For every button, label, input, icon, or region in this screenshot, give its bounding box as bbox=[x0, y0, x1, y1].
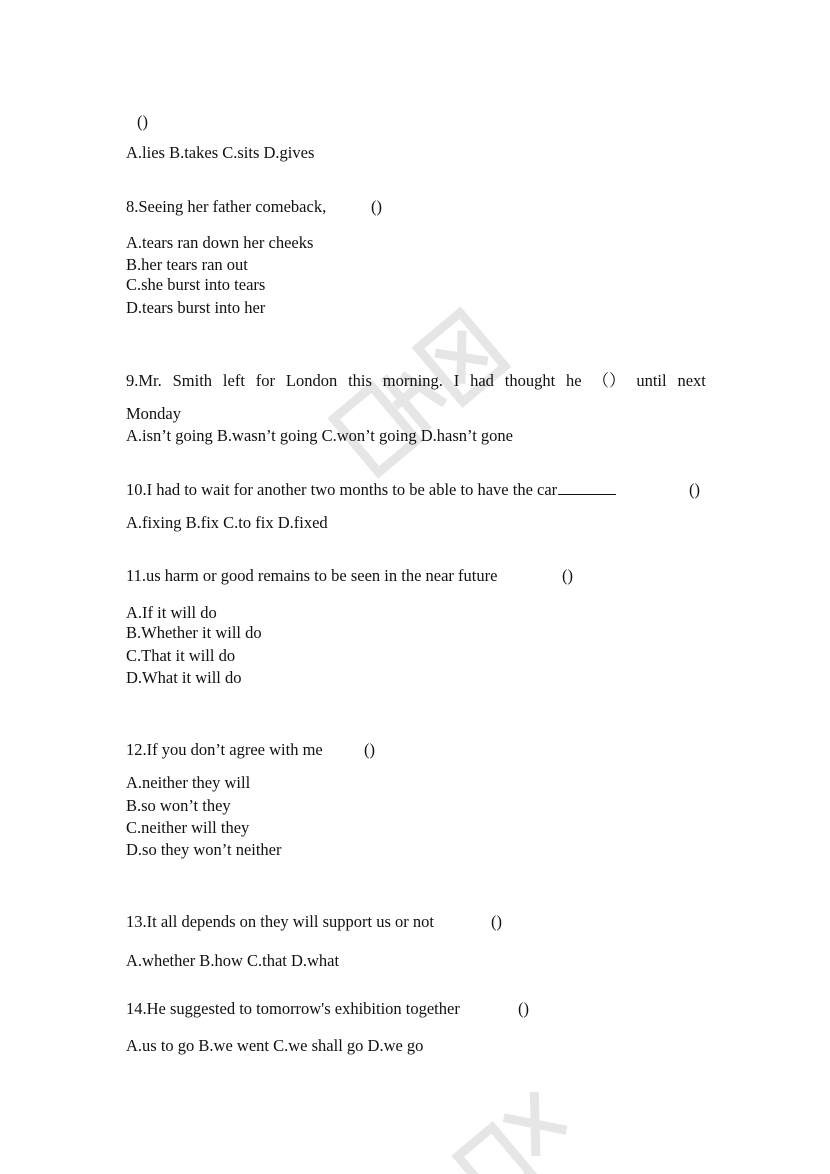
q9-options: A.isn’t going B.wasn’t going C.won’t going D.hasn’t gone bbox=[126, 426, 513, 445]
q13-stem: 13.It all depends on they will support us or not bbox=[126, 912, 434, 931]
q7-paren: () bbox=[137, 112, 148, 131]
q11-option-d: D.What it will do bbox=[126, 668, 242, 687]
q12-paren: () bbox=[364, 740, 375, 759]
q12-option-a: A.neither they will bbox=[126, 773, 251, 792]
q11-option-b: B.Whether it will do bbox=[126, 623, 262, 642]
q10-stem bbox=[126, 480, 616, 500]
watermark-stamp-bottom bbox=[410, 1090, 590, 1174]
q9-word: until bbox=[636, 371, 667, 390]
q9-word: London bbox=[285, 371, 338, 390]
q11-paren: () bbox=[562, 566, 573, 585]
q11-stem: 11.us harm or good remains to be seen in the near future bbox=[126, 566, 498, 585]
q9-word: left bbox=[222, 371, 245, 390]
q9-word: this bbox=[348, 371, 372, 390]
q10-blank bbox=[558, 480, 616, 495]
q12-option-d: D.so they won’t neither bbox=[126, 840, 282, 859]
q7-options: A.lies B.takes C.sits D.gives bbox=[126, 143, 315, 162]
q9-word: next bbox=[677, 371, 706, 390]
q8-stem-text: 8.Seeing her father comeback, bbox=[126, 197, 327, 216]
q9-paren: （） bbox=[592, 371, 626, 390]
q11-option-c: C.That it will do bbox=[126, 646, 236, 665]
q9-word: I bbox=[453, 371, 460, 390]
q8-paren: () bbox=[371, 197, 382, 216]
q9-stem-end: Monday bbox=[126, 404, 181, 423]
q10-stem-text: 10.I had to wait for another two months to be able to have the car bbox=[126, 480, 558, 499]
q11-option-a: A.If it will do bbox=[126, 603, 217, 622]
q14-stem: 14.He suggested to tomorrow's exhibition together bbox=[126, 999, 460, 1018]
q9-word: for bbox=[255, 371, 276, 390]
q9-stem-line bbox=[126, 371, 706, 391]
q9-stem bbox=[126, 371, 706, 391]
q8-option-c: C.she burst into tears bbox=[126, 275, 266, 294]
q8-option-b: B.her tears ran out bbox=[126, 255, 248, 274]
q9-word: morning. bbox=[382, 371, 443, 390]
q10-paren: () bbox=[689, 480, 700, 499]
q9-word: thought bbox=[504, 371, 556, 390]
q8-option-d: D.tears burst into her bbox=[126, 298, 266, 317]
q10-options: A.fixing B.fix C.to fix D.fixed bbox=[126, 513, 328, 532]
q12-stem: 12.If you don’t agree with me bbox=[126, 740, 323, 759]
q8-stem bbox=[126, 197, 326, 217]
q14-paren: () bbox=[518, 999, 529, 1018]
q12-option-b: B.so won’t they bbox=[126, 796, 231, 815]
q9-word: 9.Mr. bbox=[126, 371, 162, 390]
q12-option-c: C.neither will they bbox=[126, 818, 250, 837]
q8-option-a: A.tears ran down her cheeks bbox=[126, 233, 314, 252]
q13-paren: () bbox=[491, 912, 502, 931]
q14-options: A.us to go B.we went C.we shall go D.we go bbox=[126, 1036, 424, 1055]
q9-word: Smith bbox=[172, 371, 213, 390]
q9-word: he bbox=[566, 371, 582, 390]
q13-options: A.whether B.how C.that D.what bbox=[126, 951, 340, 970]
q9-word: had bbox=[470, 371, 494, 390]
